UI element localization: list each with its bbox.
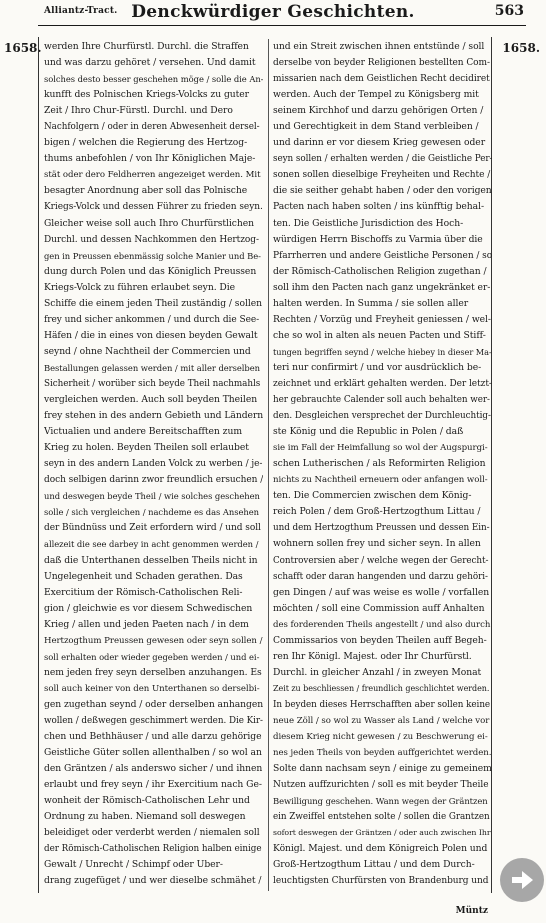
- text-line: leuchtigsten Churfürsten von Brandenburg und: [273, 876, 489, 887]
- text-column-right: [273, 39, 492, 889]
- text-line: Groß-Hertzogthum Littau / und dem Durch-: [273, 859, 475, 871]
- text-line: der Römisch-Catholischen Religion halben einige: [44, 844, 262, 855]
- text-line: reich Polen / dem Groß-Hertzogthum Littau /: [273, 506, 481, 518]
- text-line: und deswegen beyde Theil / wie solches geschehen: [44, 491, 260, 502]
- text-line: derselbe von beyder Religionen bestellten Com-: [273, 58, 491, 69]
- text-line: Pfarrherren und andere Geistliche Personen / so: [273, 250, 492, 261]
- text-line: sie im Fall der Heimfallung so wol der Augspurgi-: [273, 443, 488, 454]
- text-line: schafft oder daran hangenden und darzu gehöri-: [273, 571, 488, 582]
- catchword: Müntz: [455, 906, 488, 916]
- text-line: seinem Kirchhof und darzu gehörigen Orten /: [273, 105, 484, 117]
- text-line: Bestallungen gelassen werden / mit aller derselben: [44, 362, 260, 373]
- text-line: würdigen Herrn Bischoffs zu Varmia über die: [273, 233, 483, 245]
- text-line: zeichnet und erklärt gehalten werden. Der letzt-: [273, 378, 492, 389]
- text-line: Krieg zu holen. Beyden Theilen soll erlaubet: [44, 442, 249, 454]
- text-line: wonheit der Römisch-Catholischen Lehr und: [44, 795, 250, 807]
- text-line: Gleicher weise soll auch Ihro Churfürstlichen: [44, 217, 255, 229]
- text-line: beleidiget oder verderbt werden / niemalen soll: [44, 828, 260, 839]
- text-column-left: [44, 39, 263, 889]
- text-line: In beyden dieses Herrschafften aber sollen keine: [273, 699, 491, 710]
- text-line: die sie seither gehabt haben / oder den vorigen: [273, 185, 492, 197]
- text-line: Gewalt / Unrecht / Schimpf oder Uber-: [44, 859, 223, 871]
- text-line: Pacten nach haben solten / ins künfftig behal-: [273, 201, 485, 213]
- text-line: wohnern sollen frey und sicher seyn. In allen: [273, 538, 481, 550]
- page-number: 563: [494, 3, 524, 19]
- arrow-right-icon: [508, 866, 536, 894]
- text-line: Victualien und andere Bereitschafften zum: [44, 426, 242, 438]
- text-line: ren Ihr Königl. Majest. oder Ihr Churfürstl.: [273, 650, 472, 662]
- text-line: der Römisch-Catholischen Religion zugethan /: [273, 265, 487, 277]
- text-line: halten werden. In Summa / sie sollen aller: [273, 297, 469, 309]
- text-line: thums anbefohlen / von Ihr Königlichen Maje-: [44, 153, 256, 165]
- text-line: und dem Hertzogthum Preussen und dessen Ein-: [273, 523, 490, 534]
- text-line: Durchl. und dessen Nachkommen den Hertzog-: [44, 234, 259, 245]
- text-line: Krieg / allen und jeden Paeten nach / in dem: [44, 618, 249, 630]
- running-head-left: Alliantz-Tract.: [44, 6, 118, 16]
- page-title: Denckwürdiger Geschichten.: [131, 2, 415, 22]
- column-divider: [268, 39, 269, 891]
- text-line: gen Dingen / auf was weise es wolle / vorfallen: [273, 586, 490, 598]
- text-line: Rechten / Vorzüg und Freyheit geniessen / wel-: [273, 313, 491, 325]
- text-line: Königl. Majest. und dem Königreich Polen und: [273, 843, 488, 855]
- text-line: Geistliche Güter sollen allenthalben / so wol an: [44, 747, 262, 759]
- text-line: stät oder dero Feldherren angezeiget werden. Mit: [44, 170, 261, 181]
- text-line: Commissarios von beyden Theilen auff Begeh-: [273, 634, 487, 646]
- text-line: frey stehen in des andern Gebieth und Ländern: [44, 410, 263, 422]
- text-line: missarien nach dem Geistlichen Recht decidiret: [273, 74, 490, 85]
- text-line: Durchl. in gleicher Anzahl / in zweyen Monat: [273, 666, 482, 678]
- text-line: her gebrauchte Calender soll auch behalten wer-: [273, 395, 490, 406]
- text-line: erlaubt und frey seyn / ihr Exercitium nach Ge-: [44, 779, 262, 791]
- text-line: der Bündnüss und Zeit erfordern wird / und soll: [44, 523, 261, 534]
- text-line: vergleichen werden. Auch soll beyden Theilen: [44, 394, 258, 406]
- text-line: Bewilligung geschehen. Wann wegen der Gräntzen: [273, 796, 488, 807]
- text-line: werden. Auch der Tempel zu Königsberg mit: [273, 89, 479, 101]
- text-line: nes jeden Theils von beyden auffgerichtet werden.: [273, 748, 492, 759]
- text-line: Controversien aber / welche wegen der Gerecht-: [273, 555, 489, 566]
- text-line: chen und Bethhäuser / und alle darzu gehörige: [44, 731, 262, 743]
- text-line: Solte dann nachsam seyn / einige zu gemeinem: [273, 763, 492, 775]
- text-line: nem jeden frey seyn derselben anzuhangen. Es: [44, 666, 262, 678]
- text-line: dung durch Polen und das Königlich Preussen: [44, 265, 257, 277]
- text-line: Nutzen auffzurichten / soll es mit beyder Theile: [273, 780, 489, 791]
- text-line: nichts zu Nachtheil erneuern oder anfangen woll-: [273, 475, 488, 486]
- text-line: Sicherheit / worüber sich beyde Theil nachmahls: [44, 378, 261, 389]
- text-line: kunfft des Polnischen Kriegs-Volcks zu guter: [44, 89, 250, 101]
- text-line: Ungelegenheit und Schaden gerathen. Das: [44, 570, 243, 582]
- text-line: frey und sicher ankommen / und durch die See-: [44, 314, 260, 325]
- text-line: Schiffe die einem jeden Theil zuständig / sollen: [44, 297, 262, 309]
- text-line: gion / gleichwie es vor diesem Schwedischen: [44, 602, 253, 614]
- text-line: diesem Krieg nicht gewesen / zu Beschwerung ei-: [273, 732, 488, 743]
- text-line: und darinn er vor diesem Krieg gewesen oder: [273, 137, 486, 149]
- text-line: Nachfolgern / oder in deren Abwesenheit dersel-: [44, 122, 260, 133]
- text-line: drang zugefüget / und wer dieselbe schmähet /: [44, 875, 262, 887]
- text-line: seyn in des andern Landen Volck zu werben / je-: [44, 459, 263, 470]
- text-line: den. Desgleichen versprechet der Durchleuchtig-: [273, 411, 491, 422]
- margin-year-left: 1658.: [4, 41, 42, 55]
- text-line: Zeit / Ihro Chur-Fürstl. Durchl. und Dero: [44, 105, 233, 117]
- text-line: möchten / soll eine Commission auff Anhalten: [273, 602, 485, 614]
- text-line: ten. Die Geistliche Jurisdiction des Hoch-: [273, 217, 464, 229]
- text-line: den Gräntzen / als anderswo sicher / und ihnen: [44, 763, 263, 775]
- text-line: besagter Anordnung aber soll das Polnische: [44, 185, 248, 197]
- text-line: sofort deswegen der Gräntzen / oder auch zwischen Ihr: [273, 828, 491, 838]
- text-line: ten. Die Commercien zwischen dem König-: [273, 490, 472, 502]
- text-line: daß die Unterthanen desselben Theils nicht in: [44, 554, 258, 566]
- text-line: Zeit zu beschliessen / freundlich geschlichtet werden.: [273, 683, 490, 693]
- text-line: und was darzu gehöret / versehen. Und damit: [44, 57, 256, 69]
- text-line: ein Zweiffel entstehen solte / sollen die Grantzen: [273, 812, 490, 823]
- text-line: neue Zöll / so wol zu Wasser als Land / welche vor: [273, 715, 490, 726]
- text-line: che so wol in alten als neuen Pacten und Stiff-: [273, 329, 486, 341]
- header-rule: [38, 25, 526, 26]
- text-line: allezeit die see darbey in acht genommen werden /: [44, 539, 259, 550]
- text-line: soll ihm den Pacten nach ganz ungekränket er-: [273, 281, 491, 293]
- text-line: gen zugethan seynd / oder derselben anhangen: [44, 698, 263, 710]
- text-line: Kriegs-Volck zu führen erlaubet seyn. Die: [44, 281, 236, 293]
- text-line: teri nur confirmirt / und vor ausdrücklich be-: [273, 361, 482, 373]
- text-line: gen in Preussen ebenmässig solche Manier und Be-: [44, 250, 261, 261]
- text-line: Hertzogthum Preussen gewesen oder seyn sollen /: [44, 635, 263, 646]
- text-line: seynd / ohne Nachtheil der Commercien und: [44, 345, 251, 357]
- text-line: soll auch keiner von den Unterthanen so derselbi-: [44, 683, 260, 694]
- text-line: werden Ihre Churfürstl. Durchl. die Straffen: [44, 41, 249, 52]
- text-line: Ordnung zu haben. Niemand soll deswegen: [44, 811, 246, 823]
- next-page-button[interactable]: [500, 858, 544, 902]
- text-line: ste König und die Republic in Polen / daß: [273, 426, 464, 438]
- text-line: des forderenden Theils angestellt / und also durch: [273, 619, 491, 630]
- text-line: doch selbigen darinn zwor freundlich ersuchen /: [44, 475, 263, 486]
- text-line: Kriegs-Volck und dessen Führer zu frieden seyn.: [44, 202, 263, 213]
- text-line: und Gerechtigkeit in dem Stand verbleiben /: [273, 121, 479, 133]
- text-line: schen Lutherischen / als Reformirten Religion: [273, 458, 486, 470]
- text-line: seyn sollen / erhalten werden / die Geistliche Per-: [273, 154, 492, 165]
- text-line: bigen / welchen die Regierung des Hertzog-: [44, 137, 248, 149]
- text-line: solches desto besser geschehen möge / solle die An-: [44, 74, 263, 85]
- text-line: solle / sich vergleichen / nachdeme es das Ansehen: [44, 507, 259, 518]
- text-line: Häfen / die in eines von diesen beyden Gewalt: [44, 329, 258, 341]
- text-line: sonen sollen dieselbige Freyheiten und Rechte /: [273, 170, 491, 181]
- text-line: soll erhalten oder wieder gegeben werden / und ei-: [44, 651, 260, 662]
- text-line: tungen begriffen seynd / welche hiebey in dieser Ma-: [273, 346, 492, 357]
- text-line: Exercitium der Römisch-Catholischen Reli-: [44, 586, 243, 598]
- text-line: wollen / deßwegen geschimmert werden. Die Kir-: [44, 715, 263, 726]
- text-line: und ein Streit zwischen ihnen entstünde / soll: [273, 41, 485, 52]
- margin-year-right: 1658.: [502, 41, 540, 55]
